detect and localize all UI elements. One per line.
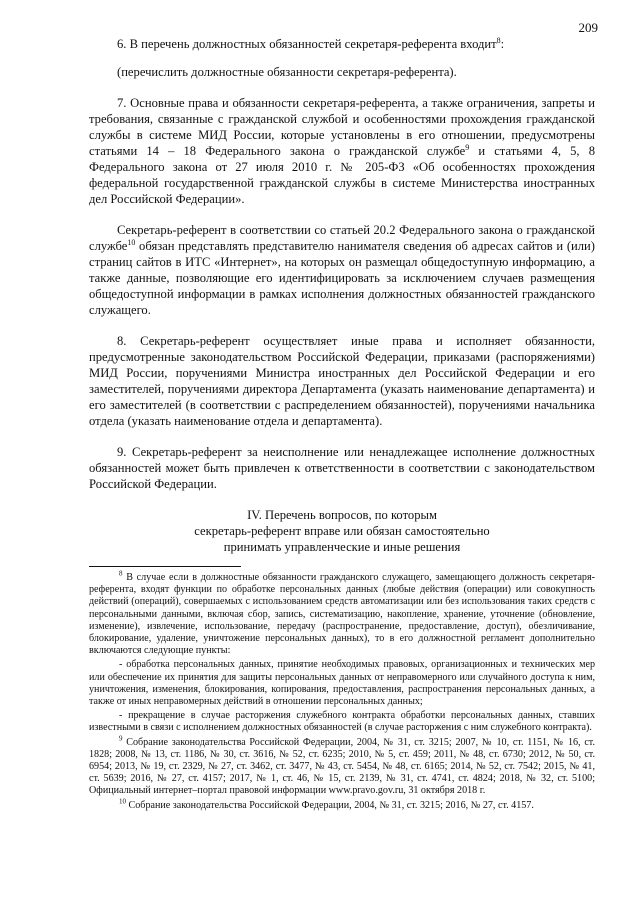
paragraph-9: 9. Секретарь-референт за неисполнение или ненадлежащее исполнение должностных обязанностей может быть привлечен к ответственности в соответствии с законодательством Российской Федерации. [89, 445, 595, 491]
footnotes [89, 569, 595, 814]
footnote-10-marker: 10 [119, 797, 126, 806]
paragraph-sites [89, 222, 595, 318]
section-heading-line-1: IV. Перечень вопросов, по которым [247, 508, 437, 522]
footnote-ref-9: 9 [465, 142, 470, 152]
section-heading-line-2: секретарь-референт вправе или обязан самостоятельно [194, 524, 490, 538]
paragraph-7 [89, 95, 595, 207]
footnote-8-item-2: - прекращение в случае расторжения служебного контракта обработки персональных данных, ставших известными в связи с исполнением должностных обязанностей (в случае расторжения с ним служебного контракта). [89, 710, 595, 734]
footnote-10 [89, 797, 595, 812]
section-heading-line-3: принимать управленческие и иные решения [223, 540, 461, 554]
footnote-8-text: В случае если в должностные обязанности гражданского служащего, замещающего должность секретаря-референта, входят функции по обработке персональных данных (любые действия (операции) или совокупность действий (операций), совершаемых с использованием средств автоматизации или без использования таких средств с персональными данными, включая сбор, запись, систематизацию, накопление, хранение, уточнение (обновление, изменение), извлечение, использование, передачу (распространение, предоставление, доступ), обезличивание, блокирование, удаление, уничтожение персональных данных), то в его должностной регламент дополнительно включаются следующие пункты: [89, 572, 595, 657]
main-text [89, 36, 595, 555]
page-number: 209 [578, 20, 598, 35]
paragraph-7-text-a: 7. Основные права и обязанности секретаря-референта, а также ограничения, запреты и требования, связанные с гражданской службой и особенностями прохождения гражданской службы в системе МИД России, которые установлены в его отношении, предусмотрены статьями 14 – 18 Федерального закона о гражданской службе [89, 96, 595, 158]
footnote-ref-8: 8 [496, 35, 501, 45]
paragraph-6 [89, 36, 595, 52]
footnote-8-item-1: - обработка персональных данных, принятие необходимых правовых, организационных и технических мер или обеспечение их принятия для защиты персональных данных от неправомерного или случайного доступа к ним, уничтожения, изменения, блокирования, копирования, предоставления, распространения персональных данных, а также от иных неправомерных действий в отношении персональных данных; [89, 659, 595, 708]
footnote-8-marker: 8 [119, 569, 123, 578]
footnote-9-marker: 9 [119, 734, 123, 743]
footnote-divider [89, 566, 241, 567]
footnote-8 [89, 569, 595, 657]
footnote-ref-10: 10 [127, 237, 136, 247]
paragraph-6-text: 6. В перечень должностных обязанностей секретаря-референта входит [117, 37, 497, 51]
footnote-9 [89, 734, 595, 798]
paragraph-6-tail: : [500, 37, 505, 51]
paragraph-7-text-b: и статьями 4, 5, 8 Федерального закона от 27 июля 2010 г. № 205-ФЗ «Об особенностях прохождения федеральной государственной гражданской службы в системе Министерства иностранных дел Российской Федерации». [89, 144, 595, 206]
paragraph-sites-text-b: обязан представлять представителю нанимателя сведения об адресах сайтов и (или) страниц сайтов в ИТС «Интернет», на которых он размещал общедоступную информацию, а также данные, позволяющие его идентифицировать за исключением случаев размещения общедоступной информации в рамках исполнения должностных обязанностей гражданского служащего. [89, 239, 595, 317]
footnote-10-text: Собрание законодательства Российской Федерации, 2004, № 31, ст. 3215; 2016, № 27, ст. 4157. [126, 799, 534, 811]
paragraph-8: 8. Секретарь-референт осуществляет иные права и исполняет обязанности, предусмотренные законодательством Российской Федерации, приказами (распоряжениями) МИД России, поручениями Министра иностранных дел Российской Федерации и его заместителей, поручениями директора Департамента (указать наименование департамента) и его заместителей (в соответствии с распределением обязанностей), поручениями начальника отдела (указать наименование отдела и департамента). [89, 334, 595, 428]
paragraph-6-note: (перечислить должностные обязанности секретаря-референта). [117, 65, 457, 79]
paragraph-sites-text-a: Секретарь-референт в соответствии со статьей 20.2 Федерального закона о гражданской службе [89, 223, 595, 253]
footnote-9-text: Собрание законодательства Российской Федерации, 2004, № 31, ст. 3215; 2007, № 10, ст. 1151, № 16, ст. 1828; 2008, № 13, ст. 1186, № 30, ст. 3616, № 52, ст. 6235; 2010, № 5, ст. 459; 2011, № 48, ст. 6730; 2012, № 50, ст. 6954; 2013, № 19, ст. 2329, № 27, ст. 3462, ст. 3477, № 43, ст. 5454, № 48, ст. 6165; 2014, № 52, ст. 7542; 2015, № 41, ст. 5639; 2016, № 27, ст. 4157; 2017, № 1, ст. 46, № 15, ст. 2139, № 31, ст. 4741, ст. 4824; 2018, № 32, ст. 5100; Официальный интернет–портал правовой информации www.pravo.gov.ru, 31 октября 2018 г. [89, 736, 595, 797]
section-heading [89, 507, 595, 555]
